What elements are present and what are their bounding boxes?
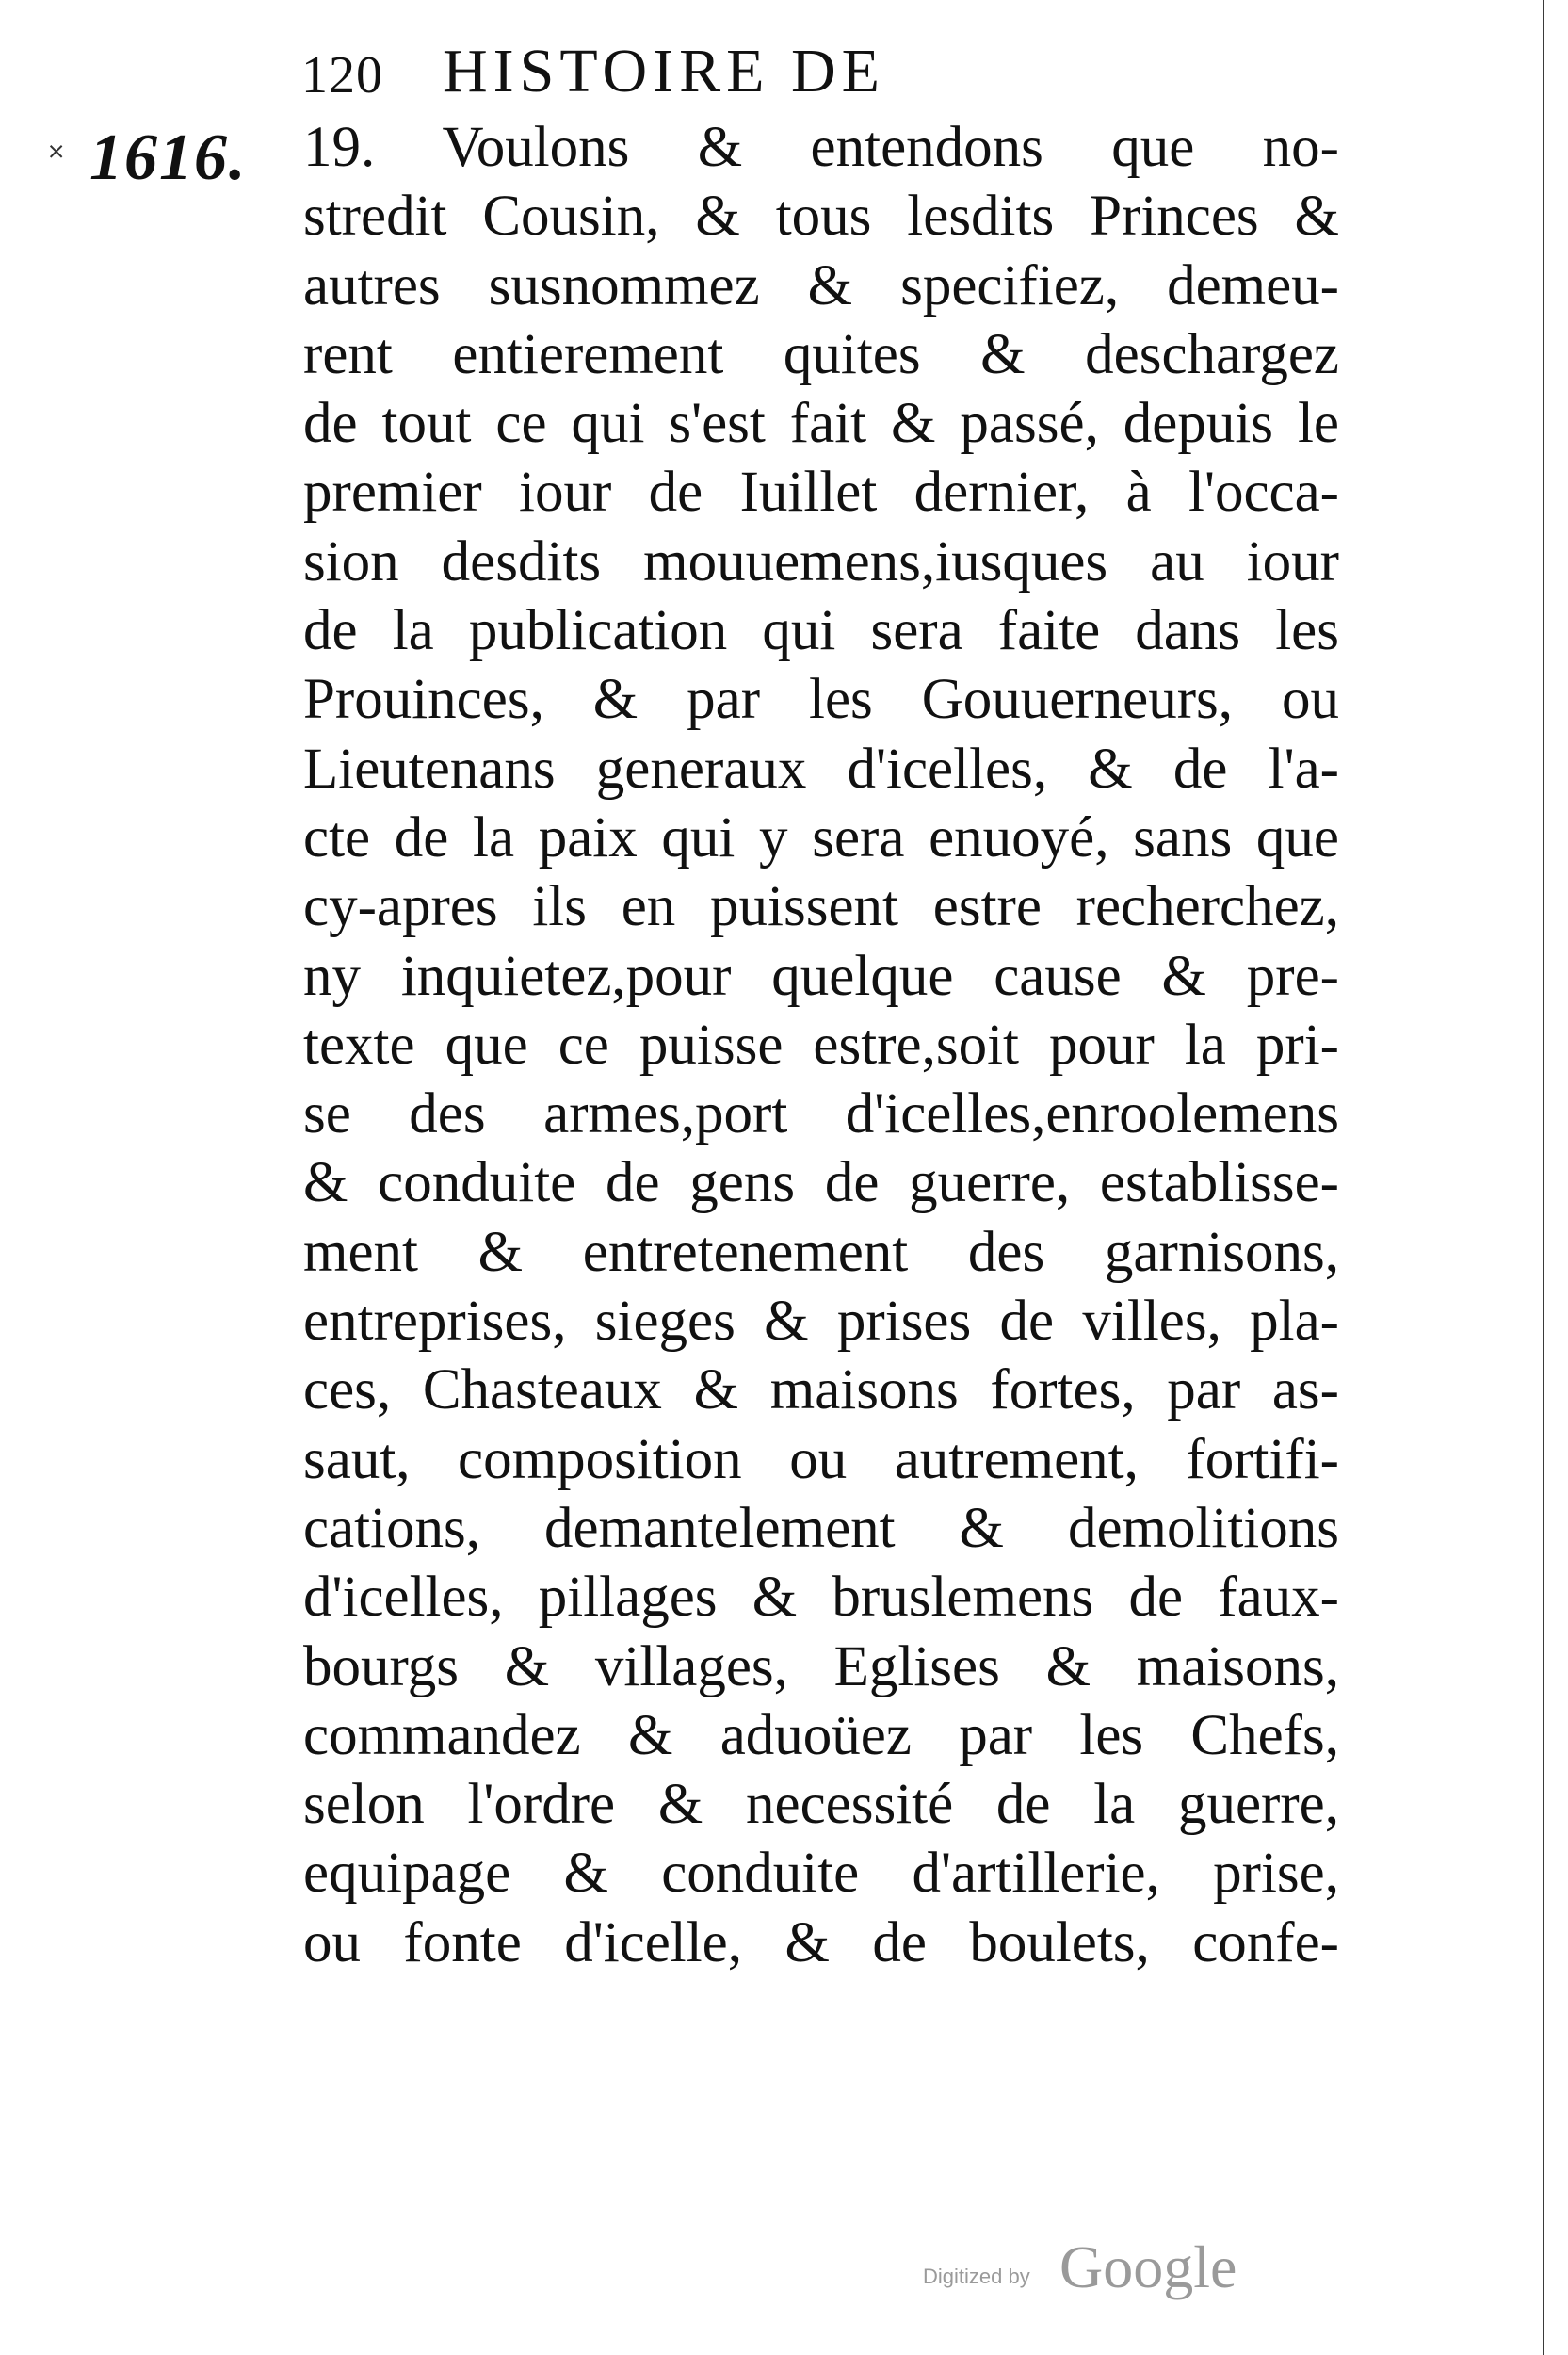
gutter-line (1543, 0, 1544, 2355)
text-line: & conduite de gens de guerre, establisse- (303, 1151, 1339, 1215)
text-line: ces, Chasteaux & maisons fortes, par as- (303, 1358, 1339, 1422)
text-line: bourgs & villages, Eglises & maisons, (303, 1634, 1339, 1698)
text-line: Prouinces, & par les Gouuerneurs, ou (303, 668, 1339, 732)
body-text (303, 113, 1339, 1977)
text-line: sion desdits mouuemens,iusques au iour (303, 529, 1339, 593)
text-line: rent entierement quites & deschargez (303, 322, 1339, 386)
text-line: cy-apres ils en puissent estre recherchez, (303, 875, 1339, 939)
text-line: cations, demantelement & demolitions (303, 1496, 1339, 1560)
text-line: cte de la paix qui y sera enuoyé, sans que (303, 805, 1339, 869)
text-line: equipage & conduite d'artillerie, prise, (303, 1842, 1339, 1906)
text-line: texte que ce puisse estre,soit pour la pri- (303, 1013, 1339, 1077)
text-line: Lieutenans generaux d'icelles, & de l'a- (303, 737, 1339, 801)
text-line: ny inquietez,pour quelque cause & pre- (303, 944, 1339, 1008)
running-title: HISTOIRE DE (443, 37, 885, 106)
text-line: ou fonte d'icelle, & de boulets, confe- (303, 1910, 1339, 1974)
text-line: stredit Cousin, & tous lesdits Princes & (303, 185, 1339, 249)
text-line: autres susnommez & specifiez, demeu- (303, 253, 1339, 317)
text-line: 19. Voulons & entendons que no- (303, 116, 1339, 179)
text-line: d'icelles, pillages & bruslemens de faux- (303, 1566, 1339, 1630)
margin-year: 1616. (89, 122, 248, 194)
text-line: entreprises, sieges & prises de villes, pla- (303, 1290, 1339, 1354)
margin-mark-icon: ˟ (49, 138, 64, 180)
page-number: 120 (301, 46, 383, 105)
page-header (301, 36, 1243, 111)
text-line: de la publication qui sera faite dans les (303, 599, 1339, 663)
text-line: saut, composition ou autrement, fortifi- (303, 1427, 1339, 1491)
text-line: commandez & aduoüez par les Chefs, (303, 1703, 1339, 1767)
digitized-by-google-watermark (923, 2233, 1318, 2298)
text-line: ment & entretenement des garnisons, (303, 1220, 1339, 1284)
text-line: premier iour de Iuillet dernier, à l'occa- (303, 461, 1339, 525)
text-line: de tout ce qui s'est fait & passé, depuis le (303, 392, 1339, 456)
google-logo: Google (1059, 2233, 1237, 2300)
text-line: selon l'ordre & necessité de la guerre, (303, 1773, 1339, 1837)
digitized-by-label: Digitized by (923, 2265, 1030, 2288)
text-line: se des armes,port d'icelles,enroolemens (303, 1082, 1339, 1146)
